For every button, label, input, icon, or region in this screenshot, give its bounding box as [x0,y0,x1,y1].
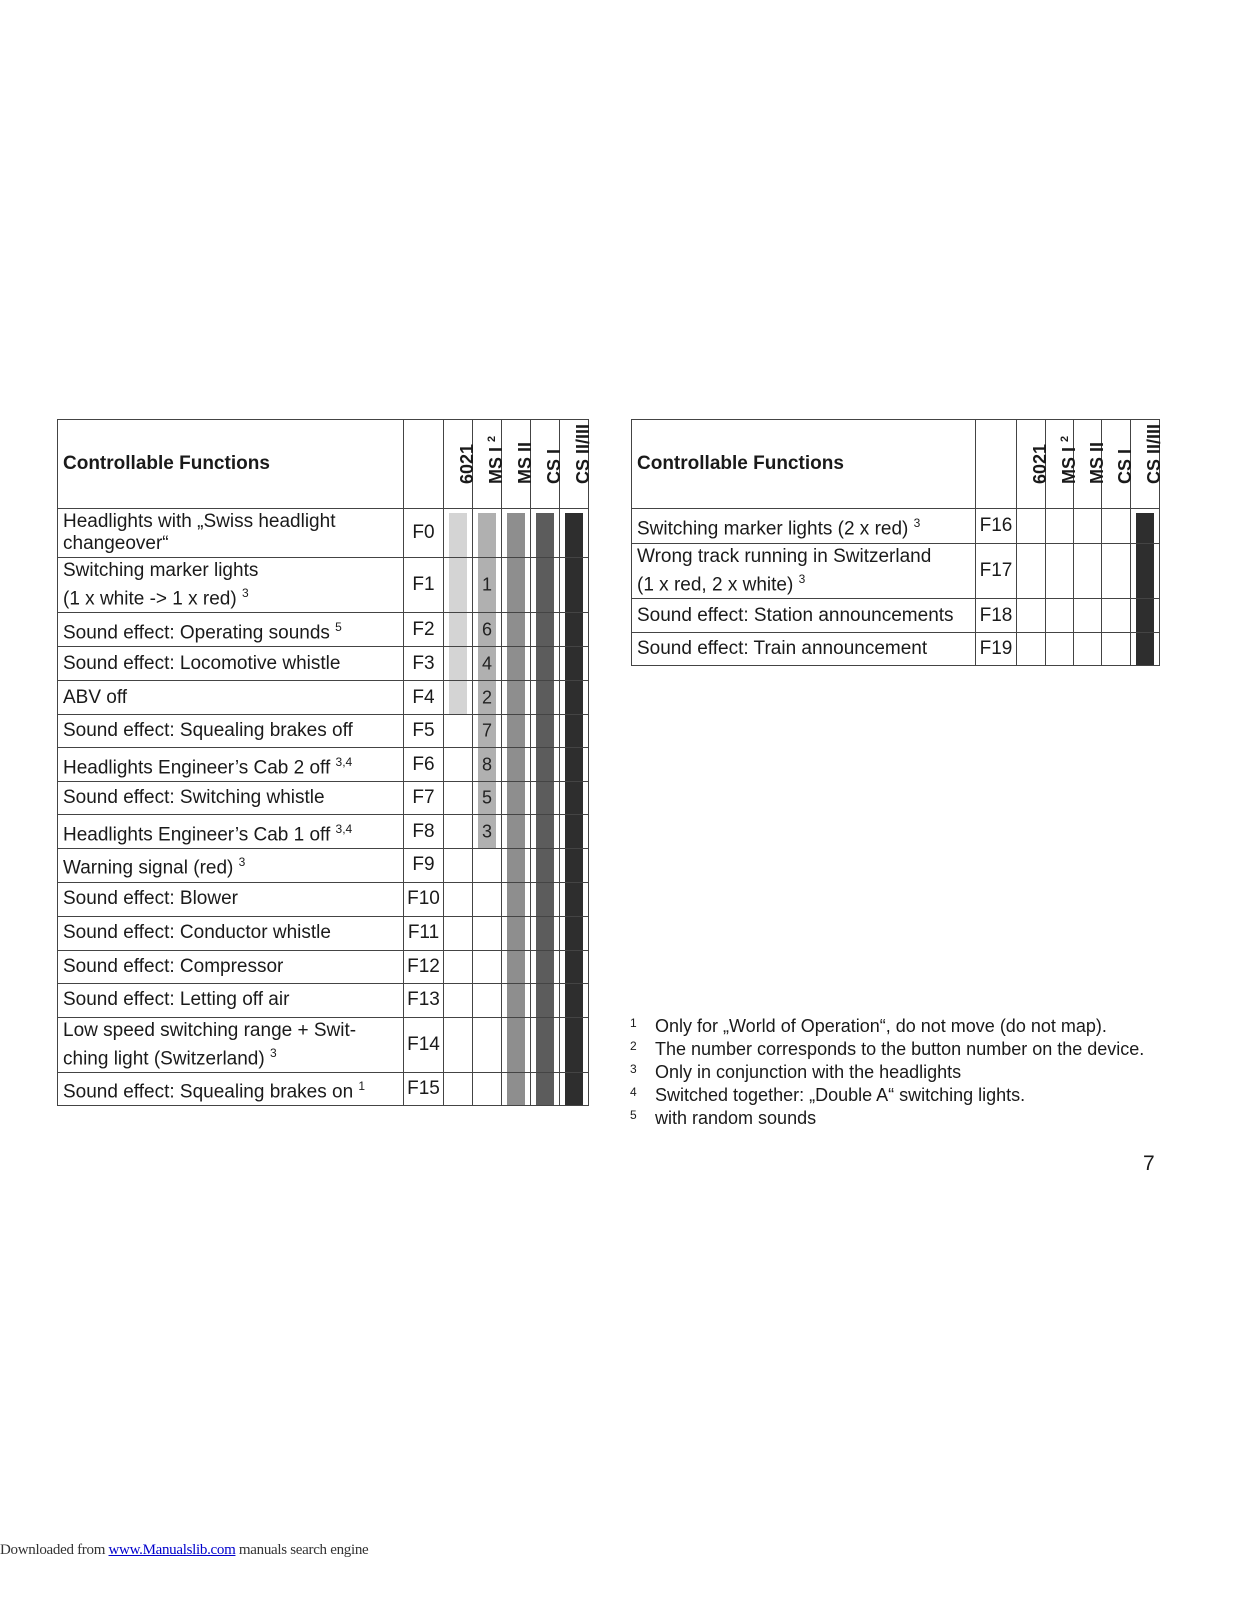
support-cell-ms2 [1074,599,1102,633]
column-header-6021 [444,420,477,509]
function-code: F1 [404,558,444,613]
footnote [630,1015,1144,1038]
header-title: Controllable Functions [58,420,404,509]
support-cell-ms1 [473,882,502,916]
support-bar-cs1 [536,782,554,814]
support-bar-ms1 [478,681,496,714]
support-cell-cs2 [560,815,589,849]
support-cell-cs2 [560,613,589,647]
support-bar-cs1 [536,748,554,781]
support-cell-ms1 [473,849,502,882]
support-cell-cs2 [560,916,589,950]
support-cell-ms2 [502,815,531,849]
table-row [58,509,589,558]
support-bar-cs1 [536,715,554,747]
support-cell-ms2 [502,647,531,681]
right-functions-table [631,419,1164,666]
support-bar-cs1 [536,647,554,680]
support-bar-ms2 [507,815,525,848]
support-bar-ms2 [507,883,525,916]
function-description: Low speed switching range + Swit- ching light (Switzerland) $^3$ [58,1017,404,1072]
footnote [630,1107,1144,1130]
column-label-cs1: CS I [1115,448,1135,484]
table-row [58,647,589,681]
footnote-number: 3 [630,1062,637,1076]
support-cell-6021 [1017,544,1046,599]
support-cell-6021 [444,558,473,613]
table-row [58,950,589,983]
support-bar-6021 [449,613,467,646]
support-bar-cs1 [536,984,554,1017]
support-cell-cs2 [560,647,589,681]
function-code: F0 [404,509,444,558]
table-row [58,1072,589,1105]
support-bar-cs1 [536,883,554,916]
support-cell-cs1 [1102,599,1131,633]
function-code: F15 [404,1072,444,1105]
function-description: Headlights with „Swiss headlight changeover“ [58,509,404,558]
support-cell-ms2 [502,1072,531,1105]
support-bar-cs1 [536,613,554,646]
support-cell-cs1 [531,681,560,715]
function-description: Switching marker lights (1 x white -> 1 x red) $^3$ [58,558,404,613]
support-bar-ms2 [507,1073,525,1105]
button-number: 4 [481,653,492,674]
function-description: Sound effect: Blower [58,882,404,916]
manualslib-link[interactable]: www.Manualslib.com [108,1542,236,1558]
support-bar-ms1 [478,748,496,781]
support-cell-cs2 [560,1017,589,1072]
support-bar-ms2 [507,849,525,881]
support-cell-ms1 [1046,509,1074,544]
support-cell-6021 [444,509,473,558]
support-cell-ms1 [473,1017,502,1072]
table-row [58,613,589,647]
support-bar-cs2 [565,883,583,916]
column-header-6021 [1017,420,1050,509]
function-description: Sound effect: Squealing brakes on $^1$ [58,1072,404,1105]
support-bar-cs2 [565,513,583,557]
support-cell-cs1 [531,916,560,950]
support-cell-ms2 [502,681,531,715]
support-cell-cs1 [531,882,560,916]
support-bar-cs1 [536,558,554,612]
support-cell-6021 [444,681,473,715]
support-bar-cs2 [565,951,583,983]
function-code: F6 [404,748,444,782]
support-cell-cs2 [560,882,589,916]
support-bar-cs2 [565,715,583,747]
function-code: F17 [976,544,1017,599]
support-cell-cs2 [560,782,589,815]
support-cell-ms1 [473,509,502,558]
support-cell-ms2 [1074,509,1102,544]
support-bar-cs2 [1136,544,1154,598]
support-bar-ms1 [478,815,496,848]
support-bar-cs2 [565,681,583,714]
support-cell-ms2 [502,849,531,882]
button-number: 5 [481,787,492,808]
support-bar-cs2 [565,1018,583,1072]
support-cell-cs1 [1102,633,1131,666]
button-number: 1 [481,574,492,595]
support-bar-ms1 [478,513,496,557]
support-cell-cs1 [531,748,560,782]
support-bar-cs2 [565,1073,583,1105]
support-bar-ms1 [478,558,496,612]
support-cell-cs2 [560,715,589,748]
function-code: F13 [404,983,444,1017]
function-code: F7 [404,782,444,815]
column-header-ms1 [1046,420,1079,509]
support-cell-cs2 [1131,544,1160,599]
footnote-text: Only for „World of Operation“, do not move (do not map). [655,1016,1107,1036]
table-row [58,782,589,815]
table-row [632,599,1160,633]
support-cell-cs1 [531,849,560,882]
support-cell-ms1 [473,681,502,715]
button-number: 2 [481,687,492,708]
support-cell-cs2 [560,849,589,882]
function-code: F16 [976,509,1017,544]
support-bar-ms2 [507,715,525,747]
footnote [630,1038,1144,1061]
function-code: F3 [404,647,444,681]
support-cell-6021 [444,950,473,983]
support-bar-cs1 [536,513,554,557]
function-code: F4 [404,681,444,715]
button-number: 3 [481,821,492,842]
support-cell-6021 [1017,509,1046,544]
support-cell-ms1 [473,1072,502,1105]
header-title: Controllable Functions [632,420,976,509]
support-cell-ms1 [473,950,502,983]
support-cell-ms1 [473,647,502,681]
support-cell-cs1 [531,509,560,558]
table-header-row [58,420,589,509]
support-bar-cs2 [565,815,583,848]
support-cell-6021 [1017,599,1046,633]
download-footer [0,1542,368,1559]
support-bar-ms2 [507,984,525,1017]
support-cell-cs2 [1131,599,1160,633]
function-code: F8 [404,815,444,849]
support-cell-6021 [444,815,473,849]
function-description: Sound effect: Station announcements [632,599,976,633]
column-label-cs1: CS I [544,448,564,484]
page-number: 7 [1143,1152,1155,1175]
support-bar-ms1 [478,715,496,747]
support-bar-ms2 [507,647,525,680]
column-header-ms2 [1074,420,1107,509]
footnote-number: 2 [630,1039,637,1053]
support-bar-cs1 [536,815,554,848]
support-bar-cs2 [565,613,583,646]
support-cell-6021 [444,782,473,815]
support-cell-ms2 [502,748,531,782]
support-bar-cs1 [536,951,554,983]
table-row [58,1017,589,1072]
support-bar-ms2 [507,513,525,557]
support-bar-ms1 [478,613,496,646]
header-code-column [976,420,1017,509]
function-code: F10 [404,882,444,916]
function-description: Sound effect: Locomotive whistle [58,647,404,681]
support-bar-6021 [449,558,467,612]
support-cell-cs2 [1131,633,1160,666]
function-description: Headlights Engineer’s Cab 2 off $^{3,4}$ [58,748,404,782]
support-cell-ms2 [502,558,531,613]
function-description: Sound effect: Squealing brakes off [58,715,404,748]
support-bar-cs2 [565,849,583,881]
button-number: 6 [481,619,492,640]
support-cell-ms1 [1046,633,1074,666]
button-number: 8 [481,754,492,775]
support-cell-6021 [444,849,473,882]
support-cell-cs1 [531,558,560,613]
support-bar-cs1 [536,681,554,714]
support-cell-cs1 [531,647,560,681]
support-cell-cs1 [1102,509,1131,544]
table-row [58,983,589,1017]
support-bar-cs2 [1136,599,1154,632]
button-number: 7 [481,720,492,741]
footer-suffix: manuals search engine [235,1542,369,1558]
function-code: F9 [404,849,444,882]
column-label-ms1: MS I $^2$ [486,435,506,484]
support-cell-cs1 [531,1072,560,1105]
support-cell-cs2 [560,748,589,782]
footnote-text: with random sounds [655,1108,817,1128]
footnote-number: 4 [630,1085,637,1099]
support-bar-ms2 [507,681,525,714]
table-row [58,882,589,916]
support-bar-ms2 [507,917,525,950]
support-cell-cs1 [531,1017,560,1072]
support-cell-6021 [444,1017,473,1072]
support-cell-ms2 [1074,544,1102,599]
column-label-6021: 6021 [1030,443,1050,484]
support-cell-ms2 [502,782,531,815]
function-code: F2 [404,613,444,647]
support-cell-6021 [444,1072,473,1105]
support-bar-cs2 [565,917,583,950]
support-bar-cs1 [536,1018,554,1072]
support-bar-ms2 [507,613,525,646]
support-cell-ms1 [473,782,502,815]
support-bar-ms2 [507,951,525,983]
support-cell-ms1 [473,815,502,849]
support-cell-cs2 [560,1072,589,1105]
function-description: Headlights Engineer’s Cab 1 off $^{3,4}$ [58,815,404,849]
function-code: F5 [404,715,444,748]
function-code: F12 [404,950,444,983]
support-cell-cs2 [560,558,589,613]
support-bar-cs1 [536,849,554,881]
function-description: ABV off [58,681,404,715]
footnote-text: Only in conjunction with the headlights [655,1062,962,1082]
support-cell-6021 [444,715,473,748]
support-bar-cs2 [565,782,583,814]
column-label-6021: 6021 [457,443,477,484]
support-cell-ms1 [473,916,502,950]
support-cell-cs1 [531,715,560,748]
support-cell-cs1 [1102,544,1131,599]
support-cell-6021 [1017,633,1046,666]
support-cell-6021 [444,983,473,1017]
function-description: Sound effect: Operating sounds $^5$ [58,613,404,647]
support-cell-ms1 [473,983,502,1017]
support-cell-cs2 [560,681,589,715]
header-code-column [404,420,444,509]
function-description: Sound effect: Train announcement [632,633,976,666]
footnote-text: Switched together: „Double A“ switching lights. [655,1085,1026,1105]
support-cell-ms1 [473,613,502,647]
support-bar-6021 [449,513,467,557]
support-cell-ms2 [1074,633,1102,666]
support-bar-6021 [449,647,467,680]
function-description: Wrong track running in Switzerland (1 x red, 2 x white) $^3$ [632,544,976,599]
support-cell-ms2 [502,950,531,983]
support-bar-ms2 [507,748,525,781]
support-cell-ms1 [1046,544,1074,599]
table-row [58,558,589,613]
column-label-ms1: MS I $^2$ [1058,435,1079,484]
support-bar-cs2 [565,984,583,1017]
support-cell-ms2 [502,1017,531,1072]
support-cell-ms1 [473,748,502,782]
function-code: F14 [404,1017,444,1072]
column-label-ms2: MS II [1086,441,1107,484]
table-row [58,815,589,849]
support-bar-ms1 [478,782,496,814]
function-description: Sound effect: Switching whistle [58,782,404,815]
support-cell-ms2 [502,983,531,1017]
column-header-cs1 [1102,420,1135,509]
column-label-cs2: CS II/III [1144,423,1164,484]
support-cell-6021 [444,882,473,916]
table-row [632,544,1160,599]
column-header-cs1 [531,420,564,509]
support-bar-ms2 [507,782,525,814]
footer-prefix: Downloaded from [0,1542,109,1558]
support-bar-cs2 [565,558,583,612]
support-cell-6021 [444,748,473,782]
column-label-cs2: CS II/III [573,423,593,484]
support-bar-cs1 [536,917,554,950]
column-header-cs2 [560,420,593,509]
support-cell-ms2 [502,916,531,950]
support-bar-cs2 [565,748,583,781]
function-description: Warning signal (red) $^3$ [58,849,404,882]
support-cell-cs2 [1131,509,1160,544]
support-bar-ms2 [507,1018,525,1072]
support-cell-ms2 [502,509,531,558]
function-description: Sound effect: Conductor whistle [58,916,404,950]
table-row [58,849,589,882]
column-header-cs2 [1131,420,1164,509]
table-row [58,748,589,782]
support-bar-cs1 [536,1073,554,1105]
table-row [58,681,589,715]
function-description: Sound effect: Compressor [58,950,404,983]
footnote [630,1061,1144,1084]
support-cell-cs1 [531,613,560,647]
support-cell-6021 [444,613,473,647]
function-code: F11 [404,916,444,950]
column-label-ms2: MS II [515,441,535,484]
support-cell-ms2 [502,882,531,916]
function-code: F19 [976,633,1017,666]
column-header-ms2 [502,420,535,509]
footnote [630,1084,1144,1107]
support-cell-ms1 [473,715,502,748]
left-functions-table [57,419,593,1106]
function-description: Switching marker lights (2 x red) $^3$ [632,509,976,544]
footnotes [630,1015,1144,1130]
support-bar-ms2 [507,558,525,612]
support-bar-cs2 [1136,513,1154,543]
support-cell-ms2 [502,715,531,748]
table-header-row [632,420,1160,509]
support-bar-6021 [449,681,467,714]
support-cell-ms1 [473,558,502,613]
footnote-number: 1 [630,1016,637,1030]
support-cell-cs1 [531,782,560,815]
support-cell-cs2 [560,950,589,983]
table-row [632,633,1160,666]
support-cell-cs2 [560,509,589,558]
support-cell-cs2 [560,983,589,1017]
table-row [58,715,589,748]
support-cell-6021 [444,916,473,950]
footnote-number: 5 [630,1108,637,1122]
table-row [632,509,1160,544]
footnote-text: The number corresponds to the button number on the device. [655,1039,1145,1059]
support-cell-ms2 [502,613,531,647]
support-bar-cs2 [1136,633,1154,665]
table-row [58,916,589,950]
support-cell-ms1 [1046,599,1074,633]
support-cell-cs1 [531,950,560,983]
support-bar-ms1 [478,647,496,680]
column-header-ms1 [473,420,506,509]
function-description: Sound effect: Letting off air [58,983,404,1017]
support-cell-cs1 [531,815,560,849]
function-code: F18 [976,599,1017,633]
support-bar-cs2 [565,647,583,680]
support-cell-cs1 [531,983,560,1017]
support-cell-6021 [444,647,473,681]
